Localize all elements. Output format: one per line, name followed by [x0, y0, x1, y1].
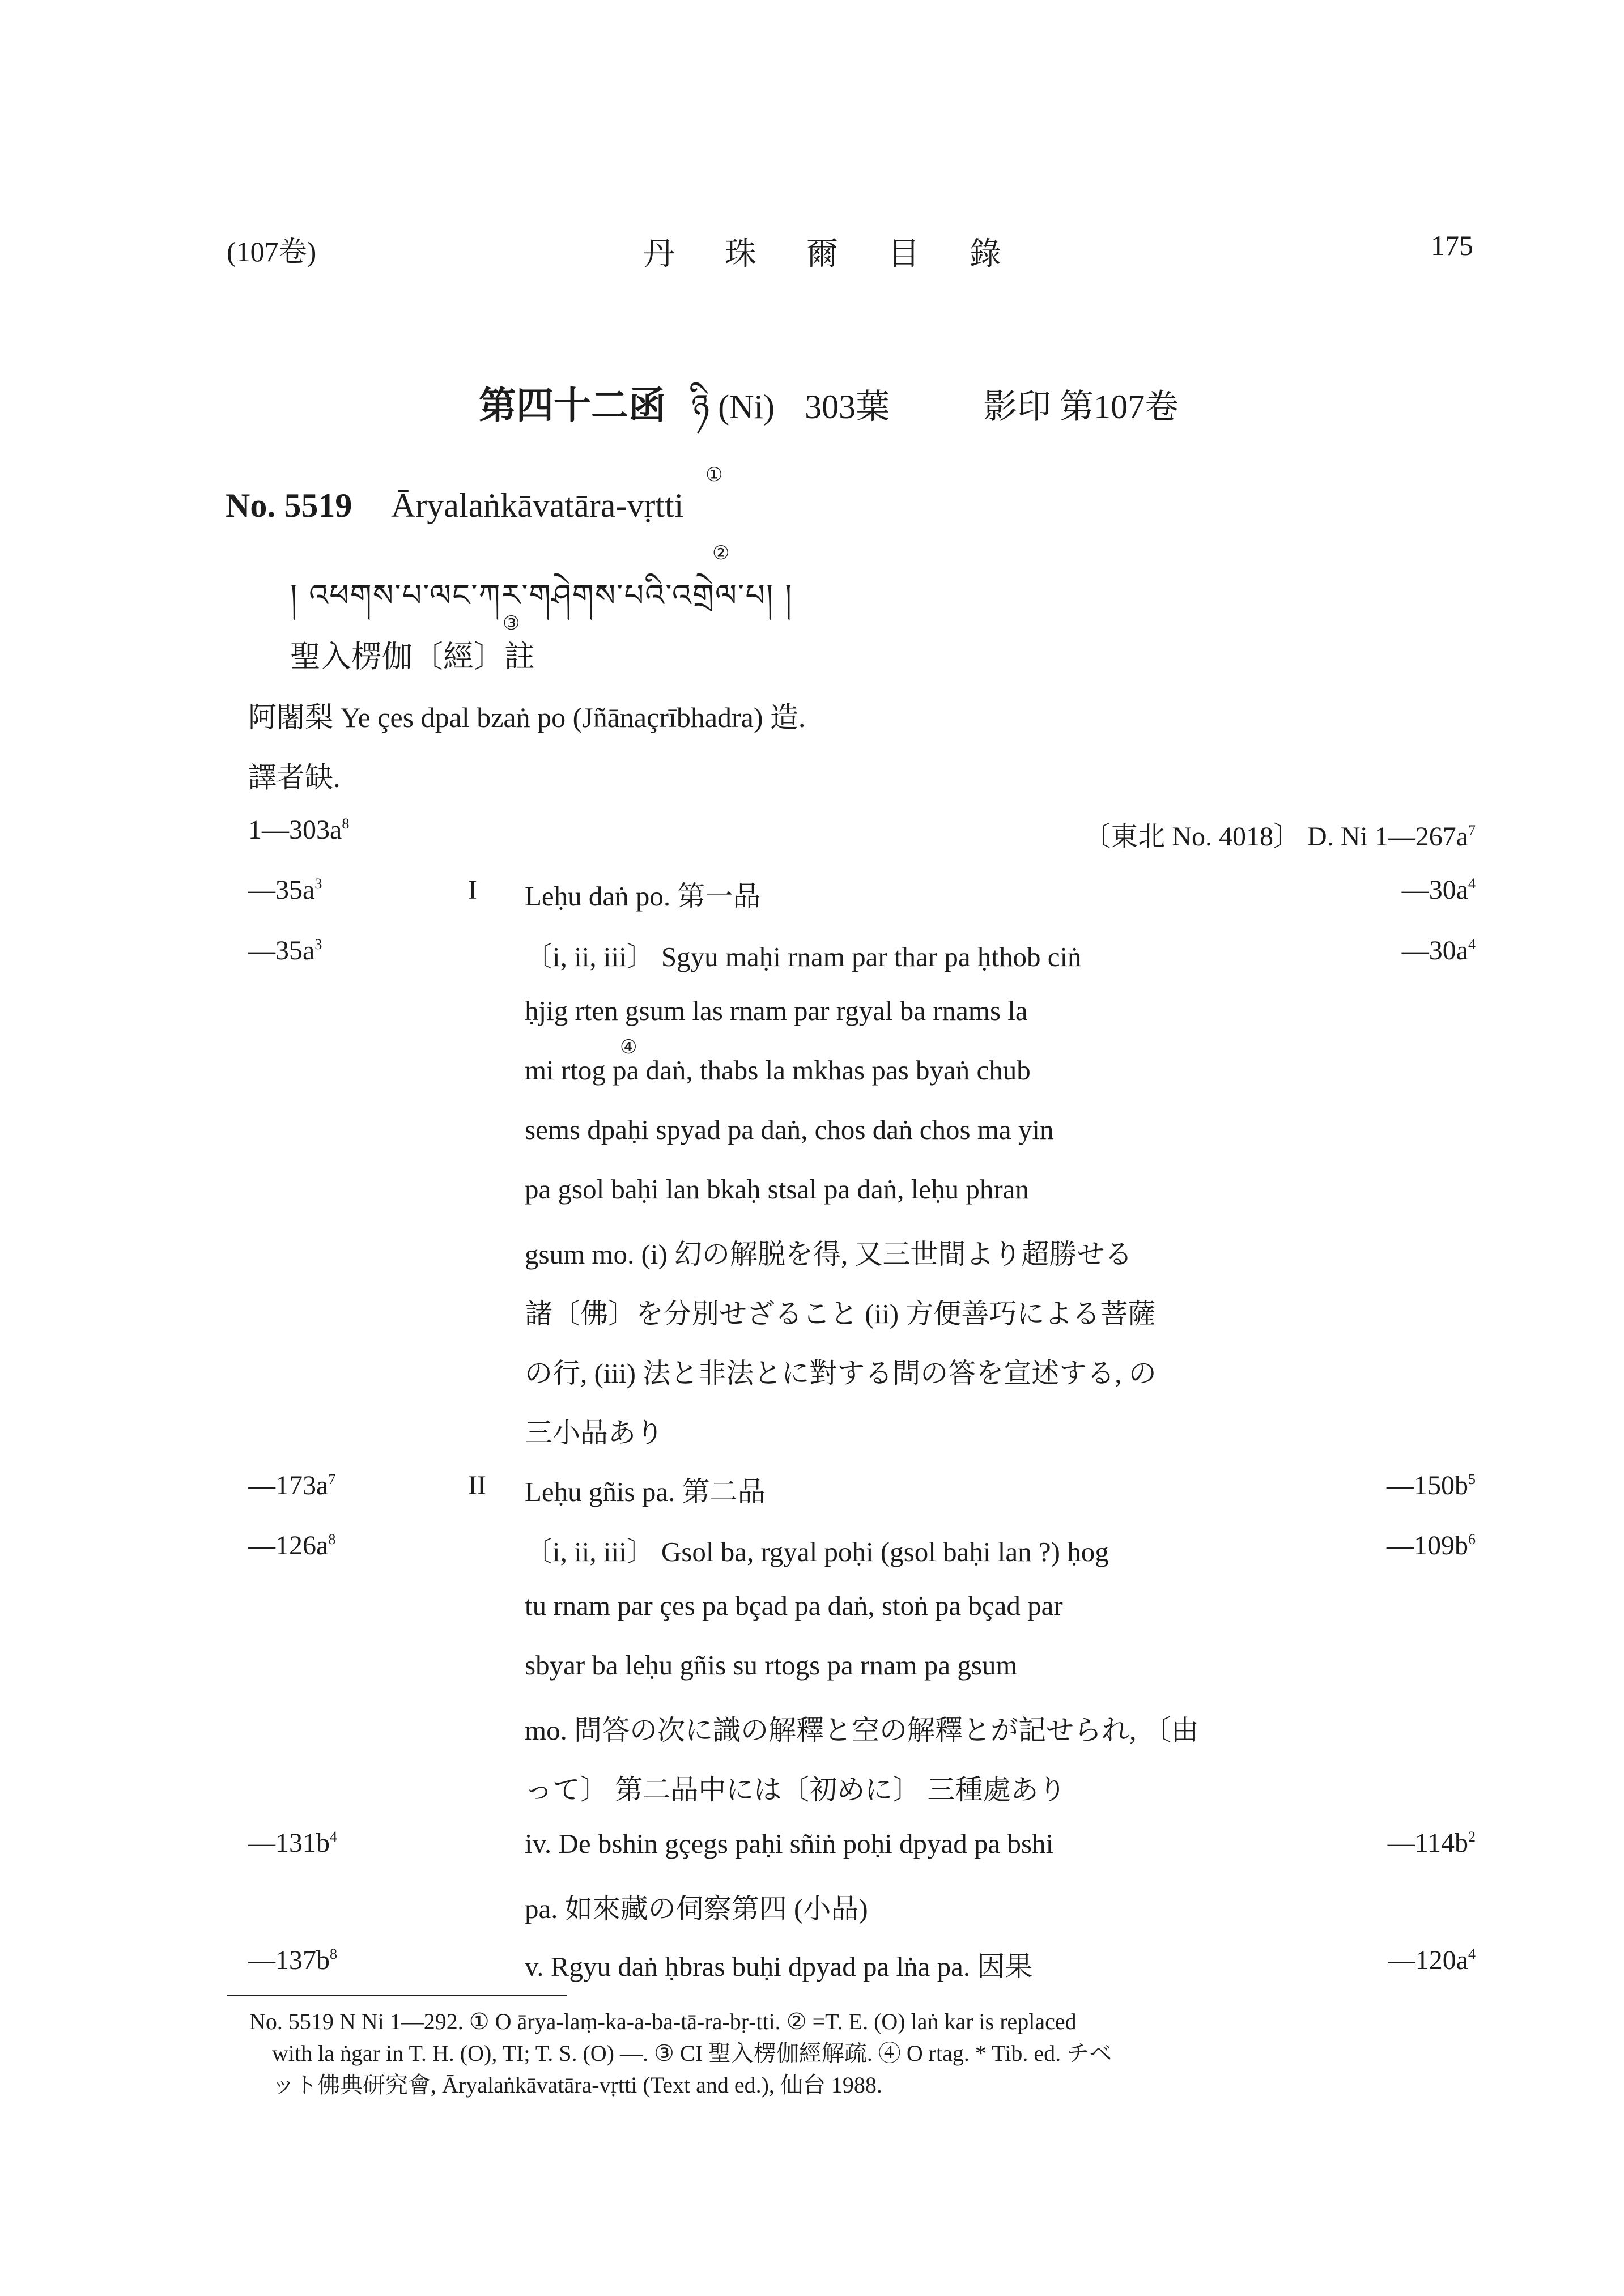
running-header-volume: (107卷): [227, 236, 317, 267]
page-number: 175: [1431, 229, 1473, 261]
row-text: pa gsol baḥi lan bkaḥ stsal pa daṅ, leḥu phran: [525, 1173, 1029, 1205]
footnote-line: with la ṅgar in T. H. (O), TI; T. S. (O) —. ③ CI 聖入楞伽經解疏. ④ O rtag. * Tib. ed. チベ: [272, 2040, 1112, 2066]
translator-line: 譯者缺.: [248, 762, 341, 793]
row-right-text: —109b: [1387, 1530, 1468, 1561]
row-left-sup: 4: [330, 1829, 337, 1845]
entry-number: No. 5519: [226, 487, 352, 524]
row-left-folio: [248, 1530, 335, 1561]
row-left-folio: [248, 1945, 337, 1976]
hang-heading: 第四十二函: [479, 385, 666, 427]
row-right-sup: 6: [1468, 1531, 1476, 1547]
row-right-folio: [1402, 935, 1476, 966]
row-text: 〔i, ii, iii〕 Sgyu maḥi rnam par thar pa ḥthob ciṅ: [525, 941, 1082, 972]
row-text: sbyar ba leḥu gñis su rtogs pa rnam pa gsum: [525, 1649, 1018, 1681]
row-text: 三小品あり: [525, 1417, 664, 1448]
facsimile-volume: 影印 第107卷: [983, 388, 1179, 426]
author-line: 阿闍梨 Ye çes dpal bzaṅ po (Jñānaçrībhadra) 造.: [248, 701, 806, 733]
row-text: Leḥu gñis pa. 第二品: [525, 1476, 766, 1507]
derge-reference: [1083, 814, 1476, 853]
footnote-separator: [227, 1995, 567, 1996]
tibetan-title-text: ། འཕགས་པ་ལང་ཀར་གཤེགས་པའི་འགྲེལ་པ། །: [290, 577, 793, 613]
footnote-mark-3: ③: [503, 613, 520, 634]
footnote-mark-2: ②: [712, 543, 731, 564]
row-text: pa. 如來藏の伺察第四 (小品): [525, 1893, 868, 1924]
footnote-mark-4: ④: [620, 1037, 637, 1058]
row-left-sup: 8: [328, 1531, 336, 1547]
row-text: ḥjig rten gsum las rnam par rgyal ba rnams la: [525, 995, 1028, 1026]
derge-reference-text: 〔東北 No. 4018〕 D. Ni 1—267a: [1083, 822, 1468, 852]
ni-label: (Ni): [718, 388, 775, 426]
row-left-text: —131b: [248, 1828, 330, 1858]
row-right-folio: [1402, 874, 1476, 905]
row-right-text: —150b: [1387, 1470, 1468, 1500]
row-text: って〕 第二品中には〔初めに〕 三種處あり: [525, 1774, 1066, 1805]
footnotes: [249, 2006, 1490, 2101]
folio-range-line: 8: [342, 815, 350, 832]
row-left-sup: 3: [314, 875, 322, 892]
row-text-inner: mi rtog pa daṅ, thabs la mkhas pas byaṅ chub: [525, 1055, 1031, 1086]
entry-title: [391, 465, 723, 525]
folio-range: [248, 814, 349, 845]
row-left-sup: 3: [314, 936, 322, 953]
footnote-line: ット佛典研究會, Āryalaṅkāvatāra-vṛtti (Text and ed.), 仙台 1988.: [272, 2072, 882, 2098]
row-right-text: —30a: [1401, 875, 1468, 905]
row-text: 〔i, ii, iii〕 Gsol ba, rgyal poḥi (gsol baḥi lan ?) ḥog: [525, 1536, 1109, 1567]
leaf-count: 303葉: [805, 388, 890, 426]
section-title-line: [479, 368, 1179, 464]
row-text: iv. De bshin gçegs paḥi sñiṅ poḥi dpyad pa bshi: [525, 1828, 1054, 1859]
row-right-folio: [1388, 1827, 1476, 1859]
row-right-sup: 4: [1468, 936, 1476, 953]
row-right-sup: 2: [1468, 1829, 1476, 1845]
row-right-folio: [1388, 1945, 1476, 1976]
row-text: sems dpaḥi spyad pa daṅ, chos daṅ chos ma yin: [525, 1114, 1054, 1145]
row-left-text: —126a: [248, 1530, 329, 1561]
row-left-folio: [248, 935, 322, 966]
tibetan-letter: ཉི: [691, 387, 710, 427]
row-text: mo. 問答の次に識の解釋と空の解釋とが記せられ, 〔由: [525, 1715, 1199, 1746]
row-left-text: —35a: [248, 875, 315, 905]
chinese-title-text: 聖入楞伽〔經〕註: [290, 640, 535, 674]
row-chapter-mark: I: [468, 875, 477, 905]
row-left-text: —35a: [248, 936, 315, 966]
row-right-sup: 4: [1468, 1946, 1476, 1962]
row-text: の行, (iii) 法と非法とに對する問の答を宣述する, の: [525, 1358, 1157, 1389]
row-right-text: —120a: [1388, 1945, 1468, 1975]
chinese-title: [290, 613, 535, 676]
row-right-sup: 5: [1468, 1471, 1476, 1487]
row-right-folio: [1387, 1530, 1476, 1561]
running-header-title: 丹珠爾目錄: [643, 237, 1051, 272]
entry-title-text: Āryalaṅkāvatāra-vṛtti: [391, 487, 684, 524]
row-left-sup: 7: [328, 1471, 336, 1487]
row-right-sup: 4: [1468, 875, 1476, 892]
footnote-mark-1: ①: [705, 465, 723, 486]
row-text: tu rnam par çes pa bçad pa daṅ, stoṅ pa bçad par: [525, 1590, 1063, 1621]
row-text: gsum mo. (i) 幻の解脱を得, 又三世間より超勝せる: [525, 1239, 1133, 1270]
row-text: Leḥu daṅ po. 第一品: [525, 881, 761, 912]
row-left-folio: [248, 1470, 335, 1501]
row-chapter-mark: II: [468, 1470, 486, 1500]
row-right-folio: [1387, 1470, 1476, 1501]
row-left-sup: 8: [330, 1946, 337, 1962]
row-left-text: —137b: [248, 1945, 330, 1975]
row-left-folio: [248, 874, 322, 905]
derge-reference-line: 7: [1468, 822, 1476, 839]
row-left-folio: [248, 1827, 337, 1859]
row-left-text: —173a: [248, 1470, 329, 1500]
footnote-line: No. 5519 N Ni 1—292. ① O ārya-laṃ-ka-a-ba-tā-ra-bṛ-tti. ② =T. E. (O) laṅ kar is replaced: [249, 2009, 1077, 2034]
row-text: 諸〔佛〕を分別せざること (ii) 方便善巧による菩薩: [525, 1298, 1156, 1329]
row-right-text: —30a: [1401, 936, 1468, 966]
row-right-text: —114b: [1387, 1828, 1468, 1858]
folio-range-text: 1—303a: [248, 815, 342, 845]
row-text: v. Rgyu daṅ ḥbras buḥi dpyad pa lṅa pa. 因果: [525, 1951, 1033, 1982]
row-text: [525, 1037, 1031, 1086]
